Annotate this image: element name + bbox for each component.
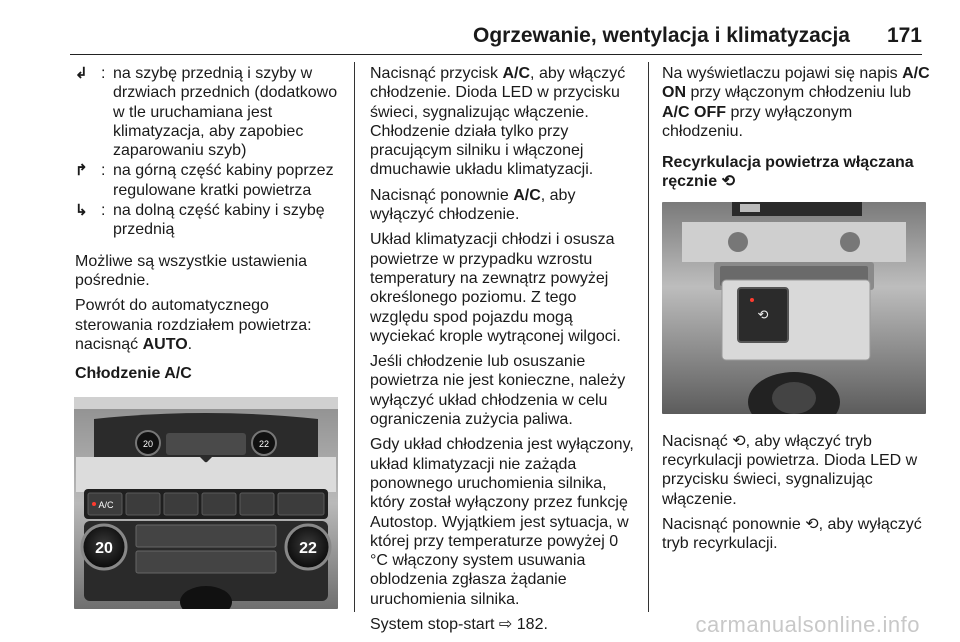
paragraph: Możliwe są wszystkie ustawienia pośrednie. (75, 252, 308, 289)
list-item-text: na dolną część kabiny i szybę przednią (113, 202, 325, 239)
recirculation-button-photo (662, 202, 926, 414)
lower-cabin-and-windshield-icon: ↳ (75, 202, 88, 220)
watermark: carmanualsonline.info (695, 612, 920, 637)
paragraph: Gdy układ chłodzenia jest wyłączony, układ klimatyzacji nie zażąda ponownego uruchomienia silnika, który został wyłączony przez funkcję Autostop. Wyjątkiem jest sytuacja, w której przy temperaturze powyżej 0 °C włączony system usuwania oblodzenia zgłasza żądanie uruchomienia silnika. (370, 436, 634, 608)
ac-control-panel-photo (74, 397, 338, 609)
paragraph: System stop-start ⇨ 182. (370, 616, 548, 634)
paragraph: Na wyświetlaczu pojawi się napis A/C ON przy włączonym chłodzeniu lub A/C OFF przy wyłączonym chłodzeniu. (662, 65, 930, 140)
recirculation-icon: ⟲ (721, 173, 735, 191)
page-title: Ogrzewanie, wentylacja i klimatyzacja (472, 24, 850, 47)
svg-text:22: 22 (299, 540, 317, 558)
paragraph: Nacisnąć ponownie ⟲, aby wyłączyć tryb recyrkulacji. (662, 515, 922, 553)
paragraph: Nacisnąć ponownie A/C, aby wyłączyć chłodzenie. (370, 186, 576, 224)
column-3 (662, 64, 932, 560)
page-header (70, 24, 922, 54)
svg-text:20: 20 (142, 439, 154, 450)
list-item: ↲ : na szybę przednią i szyby w drzwiach przednich (dodatkowo w tle uruchamiana jest klimatyzacja, aby zapobiec zaparowaniu szyb) (75, 64, 343, 160)
recirculation-icon: ⟲ (732, 432, 746, 450)
svg-text:20: 20 (95, 540, 113, 558)
column-divider-2 (648, 62, 649, 612)
list-item-text: na górną część kabiny poprzez regulowane kratki powietrza (113, 162, 334, 199)
svg-text:22: 22 (258, 439, 270, 450)
recirculation-icon: ⟲ (805, 515, 819, 533)
list-item: ↱ : na górną część kabiny poprzez regulowane kratki powietrza (75, 161, 343, 200)
page-number: 171 (886, 24, 922, 47)
paragraph: Powrót do automatycznego sterowania rozdziałem powietrza: nacisnąć AUTO. (75, 297, 312, 353)
column-1 (75, 64, 343, 609)
windshield-and-front-windows-icon: ↲ (75, 65, 88, 82)
list-item-text: na szybę przednią i szyby w drzwiach przednich (dodatkowo w tle uruchamiana jest klimatyzacja, aby zapobiec zaparowaniu szyb) (113, 65, 338, 160)
header-divider (70, 54, 922, 55)
page-reference-arrow-icon: ⇨ (498, 616, 513, 634)
upper-cabin-airflow-icon: ↱ (75, 162, 88, 180)
paragraph: Nacisnąć ⟲, aby włączyć tryb recyrkulacji powietrza. Dioda LED w przycisku świeci, sygnalizując włączenie. (662, 432, 918, 508)
air-distribution-list (75, 64, 343, 240)
page-reference[interactable]: 182 (516, 616, 544, 634)
section-heading-recirculation: Recyrkulacja powietrza włączana ręcznie ⟲ (662, 154, 914, 191)
column-divider-1 (354, 62, 355, 612)
section-heading-ac: Chłodzenie A/C (75, 365, 192, 383)
paragraph: Nacisnąć przycisk A/C, aby włączyć chłodzenie. Dioda LED w przycisku świeci, sygnalizując włączenie. Chłodzenie działa tylko przy pracującym silniku i włączonej dmuchawie układu klimatyzacji. (370, 65, 626, 179)
svg-text:⟲: ⟲ (757, 307, 769, 323)
ac-button-label: A/C (98, 500, 114, 511)
paragraph: Jeśli chłodzenie lub osuszanie powietrza nie jest konieczne, należy wyłączyć układ chłodzenia w celu ograniczenia zużycia paliwa. (370, 353, 626, 429)
list-item: ↳ : na dolną część kabiny i szybę przednią (75, 201, 343, 240)
paragraph: Układ klimatyzacji chłodzi i osusza powietrze w przypadku wzrostu temperatury na zewnątrz powyżej określonego poziomu. Z tego względu spod pojazdu mogą wyciekać krople wytrąconej wilgoci. (370, 231, 621, 345)
column-2 (370, 64, 635, 640)
